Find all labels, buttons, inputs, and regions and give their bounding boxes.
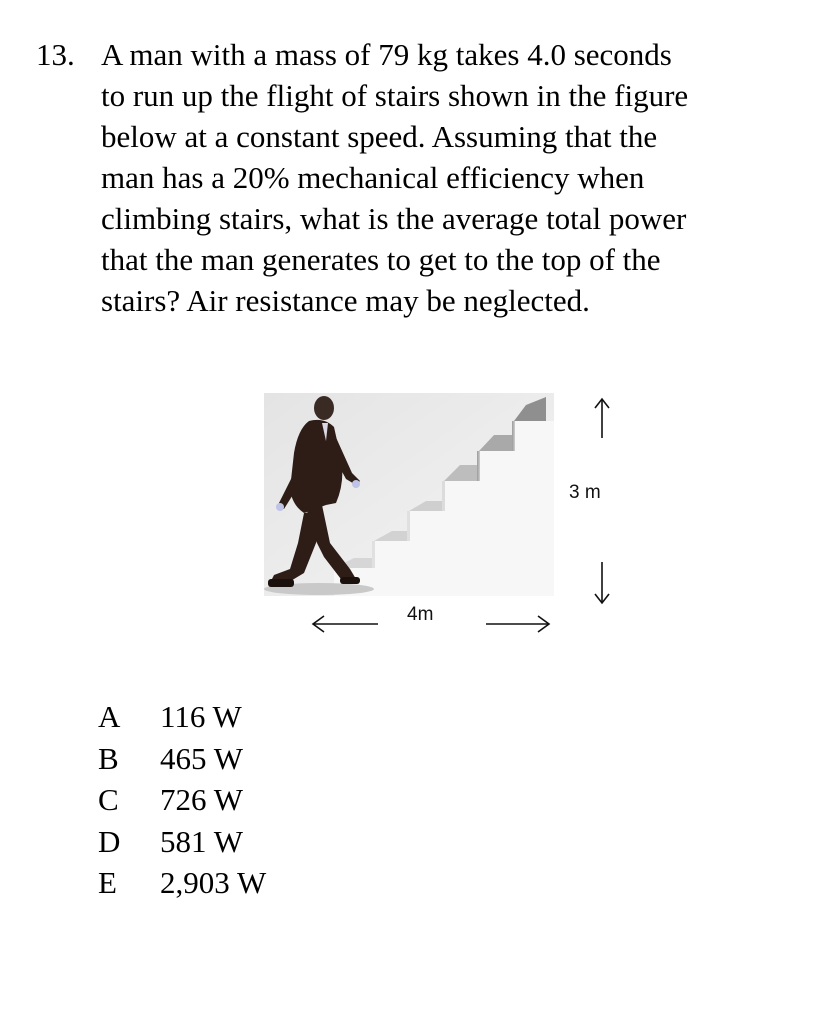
stairs-photo <box>264 393 554 596</box>
question-text <box>101 34 816 321</box>
answer-value: 116 W <box>160 699 242 734</box>
question-line-1: A man with a mass of 79 kg takes 4.0 seconds <box>101 37 672 72</box>
stairs-figure <box>264 393 554 596</box>
width-label: 4m <box>407 604 434 625</box>
answer-value: 581 W <box>160 823 243 859</box>
question-number: 13. <box>36 37 75 72</box>
question-line-6: that the man generates to get to the top of the <box>101 242 661 277</box>
question-line-3: below at a constant speed. Assuming that the <box>101 119 658 154</box>
question-line-7: stairs? Air resistance may be neglected. <box>101 283 590 318</box>
down-arrow-icon <box>590 560 614 606</box>
question-line-5: climbing stairs, what is the average total power <box>101 201 687 236</box>
answer-letter: E <box>98 865 117 900</box>
height-label: 3 m <box>569 482 601 503</box>
question-line-2: to run up the flight of stairs shown in the figure <box>101 78 689 113</box>
answer-letter: C <box>98 782 119 817</box>
left-arrow-icon <box>310 612 380 636</box>
right-arrow-icon <box>484 612 554 636</box>
answer-letter: B <box>98 740 119 776</box>
answer-letter: A <box>98 699 121 734</box>
answer-letter: D <box>98 823 121 859</box>
answer-value: 465 W <box>160 740 243 776</box>
answer-value: 726 W <box>160 782 243 817</box>
up-arrow-icon <box>590 396 614 440</box>
question-line-4: man has a 20% mechanical efficiency when <box>101 160 645 195</box>
answer-value: 2,903 W <box>160 865 267 900</box>
